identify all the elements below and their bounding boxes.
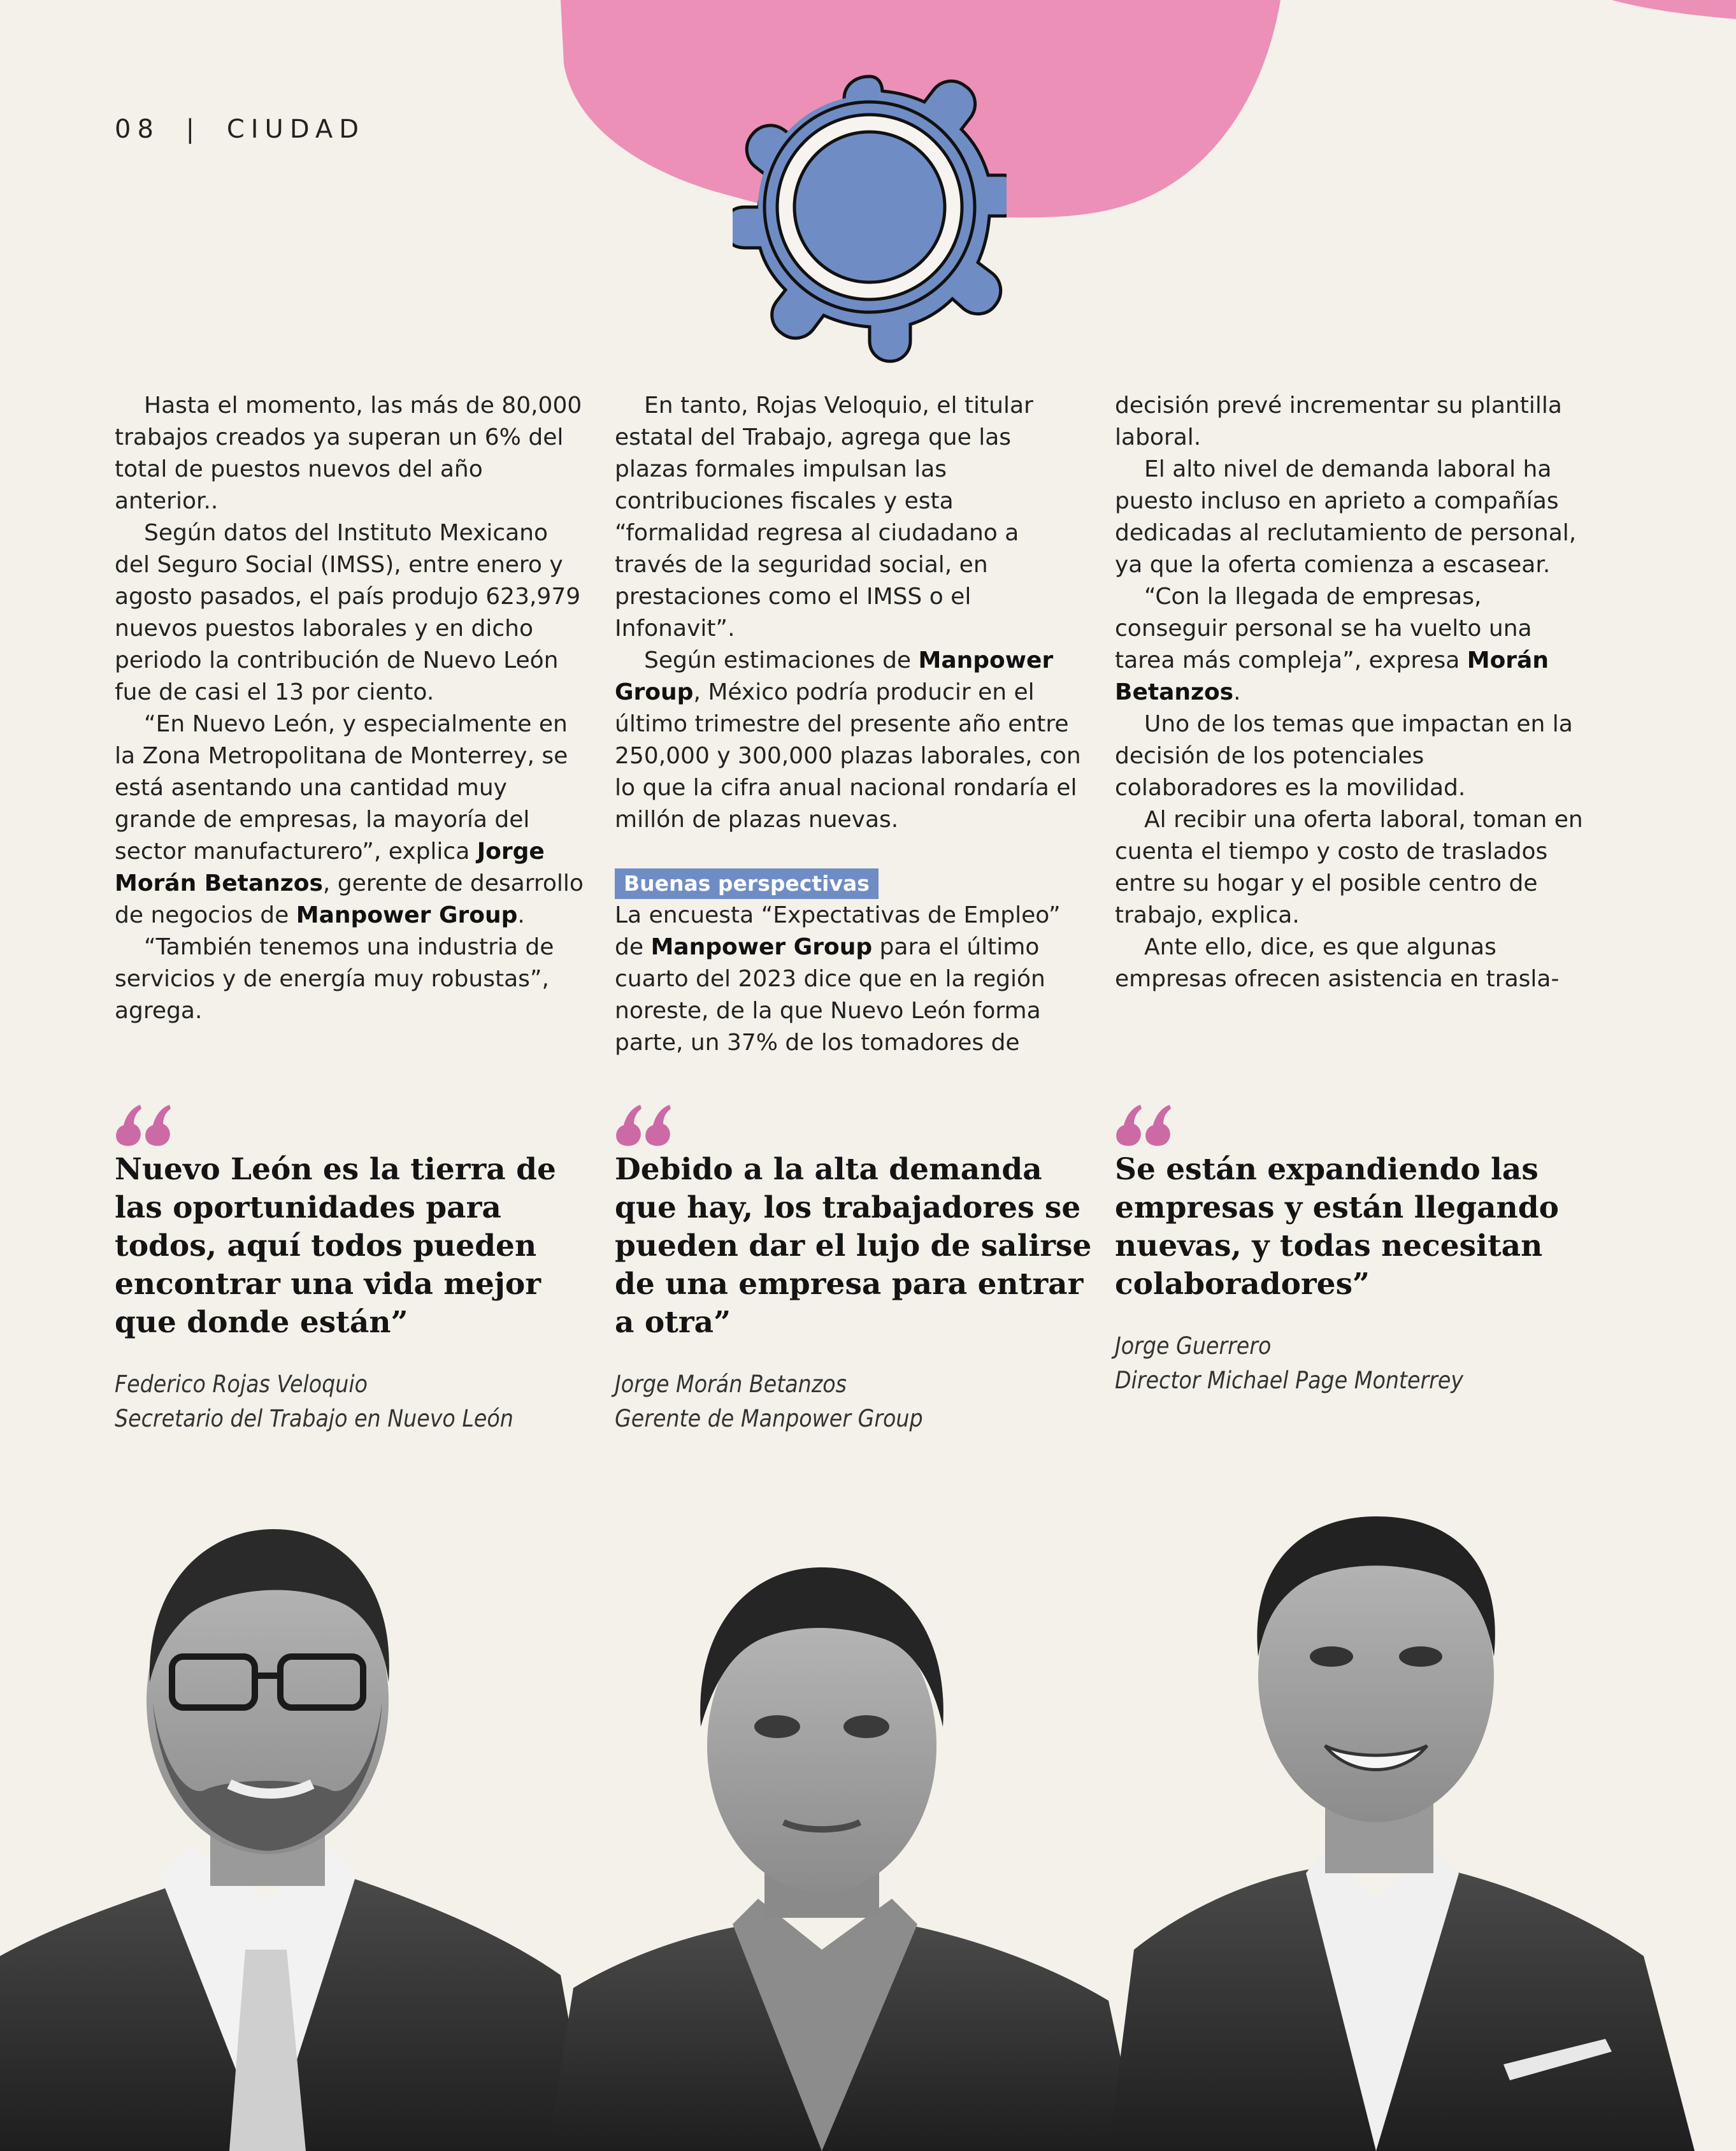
portrait-jorge-moran (548, 1567, 1140, 2151)
section-title: CIUDAD (226, 115, 366, 144)
header-separator: | (185, 115, 201, 144)
paragraph: Según datos del Instituto Mexicano del Seguro Social (IMSS), entre enero y agosto pasados, el país produjo 623,979 nuevos puestos laborales y en dicho periodo la contribución de Nuevo León fue de casi el 13 por ciento. (115, 520, 581, 705)
bold-company: Manpower Group (296, 902, 518, 928)
open-quote-icon (615, 1102, 673, 1147)
paragraph: “En Nuevo León, y especialmente en la Zona Metropolitana de Monterrey, se está asentando una cantidad muy grande de empresas, la mayoría del sector manufacturero”, explica Jorge Morán Betanzos, gerente de desarrollo de negocios de Manpower Group. (115, 711, 584, 928)
page-number: 08 (115, 115, 160, 144)
paragraph: La encuesta “Expectativas de Empleo” de Manpower Group para el último cuarto del 2023 dice que en la región noreste, de la que Nuevo León forma parte, un 37% de los tomadores de (615, 902, 1061, 1056)
bold-name: Morán Betanzos (1115, 647, 1549, 705)
article-column-2 (615, 390, 1086, 1059)
quote-text: Nuevo León es la tierra de las oportunidades para todos, aquí todos pueden encontrar una vida mejor que donde están” (115, 1152, 556, 1340)
quote-author-name: Jorge Guerrero (1115, 1332, 1272, 1360)
paragraph: “Con la llegada de empresas, conseguir personal se ha vuelto una tarea más compleja”, expresa Morán Betanzos. (1115, 584, 1549, 705)
quote-text: Debido a la alta demanda que hay, los trabajadores se pueden dar el lujo de salirse de una empresa para entrar a otra” (615, 1152, 1092, 1340)
quote-author-role: Director Michael Page Monterrey (1115, 1367, 1463, 1394)
pull-quote-1 (115, 1102, 599, 1436)
open-quote-icon (1115, 1102, 1173, 1147)
article-column-1 (115, 390, 586, 1027)
open-quote-icon (115, 1102, 173, 1147)
gear-icon (733, 45, 1007, 363)
paragraph: Ante ello, dice, es que algunas empresas ofrecen asistencia en trasla- (1115, 934, 1560, 992)
paragraph: Al recibir una oferta laboral, toman en cuenta el tiempo y costo de traslados entre su hogar y el posible centro de trabajo, explica. (1115, 807, 1583, 928)
bold-company: Manpower Group (615, 647, 1054, 705)
bold-name: Jorge Morán Betanzos (115, 838, 545, 896)
pull-quote-3 (1115, 1102, 1599, 1398)
quote-author-role: Gerente de Manpower Group (615, 1405, 923, 1432)
page-header (115, 115, 365, 144)
subheading-badge: Buenas perspectivas (615, 868, 879, 899)
paragraph: decisión prevé incrementar su plantilla laboral. (1115, 392, 1562, 450)
pull-quote-2 (615, 1102, 1099, 1436)
quote-author-role: Secretario del Trabajo en Nuevo León (115, 1405, 513, 1432)
article-column-3 (1115, 390, 1586, 995)
paragraph: Uno de los temas que impactan en la decisión de los potenciales colaboradores es la movilidad. (1115, 711, 1573, 801)
portrait-photos (0, 1491, 1736, 2151)
paragraph: “También tenemos una industria de servicios y de energía muy robustas”, agrega. (115, 934, 554, 1024)
quote-author-name: Federico Rojas Veloquio (115, 1370, 368, 1398)
portrait-federico-rojas (0, 1529, 592, 2151)
paragraph: El alto nivel de demanda laboral ha puesto incluso en aprieto a compañías dedicadas al reclutamiento de personal, ya que la oferta comienza a escasear. (1115, 456, 1577, 578)
portrait-jorge-guerrero (1108, 1516, 1695, 2151)
bold-company: Manpower Group (650, 934, 873, 960)
quote-author-name: Jorge Morán Betanzos (615, 1370, 847, 1398)
quote-text: Se están expandiendo las empresas y están llegando nuevas, y todas necesitan colaboradores” (1115, 1152, 1559, 1302)
paragraph: Según estimaciones de Manpower Group, México podría producir en el último trimestre del presente año entre 250,000 y 300,000 plazas laborales, con lo que la cifra anual nacional rondaría el millón de plazas nuevas. (615, 647, 1081, 833)
paragraph: En tanto, Rojas Veloquio, el titular estatal del Trabajo, agrega que las plazas formales impulsan las contribuciones fiscales y esta “formalidad regresa al ciudadano a través de la seguridad social, en prestaciones como el IMSS o el Infonavit”. (615, 392, 1033, 642)
paragraph: Hasta el momento, las más de 80,000 trabajos creados ya superan un 6% del total de puestos nuevos del año anterior.. (115, 392, 582, 514)
